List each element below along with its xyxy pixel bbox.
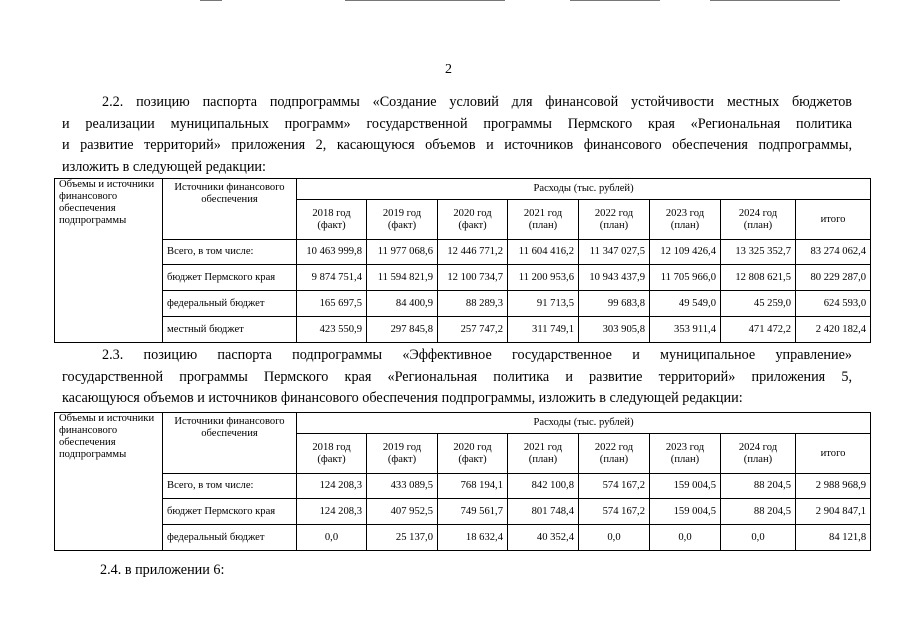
value-cell: 12 808 621,5 (721, 265, 796, 291)
value-cell: 11 977 068,6 (367, 240, 438, 265)
value-cell: 159 004,5 (650, 474, 721, 499)
value-cell: 18 632,4 (438, 525, 508, 551)
value-cell: 11 347 027,5 (579, 240, 650, 265)
table-row (55, 291, 871, 317)
value-cell: 257 747,2 (438, 317, 508, 343)
text-line: 2.3. позицию паспорта подпрограммы «Эффективное государственное и муниципальное управление» (102, 347, 852, 363)
value-cell: 165 697,5 (297, 291, 367, 317)
total-cell: 80 229 287,0 (796, 265, 871, 291)
row-label: бюджет Пермского края (163, 499, 297, 525)
total-header: итого (796, 434, 871, 474)
year-header: 2019 год (факт) (367, 200, 438, 240)
value-cell: 10 943 437,9 (579, 265, 650, 291)
year-header: 2021 год (план) (508, 434, 579, 474)
value-cell: 11 604 416,2 (508, 240, 579, 265)
sources-header: Источники финансового обеспечения (163, 413, 297, 474)
page-number: 2 (445, 62, 452, 77)
financing-table-2-2 (54, 178, 871, 343)
value-cell: 353 911,4 (650, 317, 721, 343)
row-label: федеральный бюджет (163, 291, 297, 317)
year-header: 2023 год (план) (650, 200, 721, 240)
year-header: 2019 год (факт) (367, 434, 438, 474)
value-cell: 0,0 (721, 525, 796, 551)
value-cell: 49 549,0 (650, 291, 721, 317)
row-label: бюджет Пермского края (163, 265, 297, 291)
value-cell: 25 137,0 (367, 525, 438, 551)
value-cell: 297 845,8 (367, 317, 438, 343)
value-cell: 11 200 953,6 (508, 265, 579, 291)
value-cell: 407 952,5 (367, 499, 438, 525)
value-cell: 99 683,8 (579, 291, 650, 317)
value-cell: 0,0 (650, 525, 721, 551)
text-line: касающуюся объемов и источников финансового обеспечения подпрограммы, изложить в следующей редакции: (62, 390, 743, 406)
section-2-2-text (62, 92, 852, 178)
year-header: 2022 год (план) (579, 434, 650, 474)
table-row (55, 317, 871, 343)
total-cell: 84 121,8 (796, 525, 871, 551)
total-header: итого (796, 200, 871, 240)
total-cell: 624 593,0 (796, 291, 871, 317)
value-cell: 574 167,2 (579, 474, 650, 499)
value-cell: 124 208,3 (297, 474, 367, 499)
value-cell: 45 259,0 (721, 291, 796, 317)
expenses-header: Расходы (тыс. рублей) (297, 413, 871, 434)
text-line: и развитие территорий» приложения 2, касающуюся объемов и источников финансового обеспечения подпрограммы, (62, 137, 852, 153)
value-cell: 433 089,5 (367, 474, 438, 499)
table-lead-cell: Объемы и источники финансового обеспечения подпрограммы (55, 413, 163, 551)
year-header: 2024 год (план) (721, 200, 796, 240)
sources-header: Источники финансового обеспечения (163, 179, 297, 240)
value-cell: 40 352,4 (508, 525, 579, 551)
value-cell: 0,0 (579, 525, 650, 551)
year-header: 2024 год (план) (721, 434, 796, 474)
value-cell: 11 705 966,0 (650, 265, 721, 291)
total-cell: 83 274 062,4 (796, 240, 871, 265)
table-row (55, 240, 871, 265)
expenses-header: Расходы (тыс. рублей) (297, 179, 871, 200)
value-cell: 84 400,9 (367, 291, 438, 317)
value-cell: 13 325 352,7 (721, 240, 796, 265)
value-cell: 91 713,5 (508, 291, 579, 317)
financing-table-2-3 (54, 412, 871, 551)
year-header: 2022 год (план) (579, 200, 650, 240)
value-cell: 0,0 (297, 525, 367, 551)
value-cell: 12 100 734,7 (438, 265, 508, 291)
value-cell: 801 748,4 (508, 499, 579, 525)
section-2-3-text (62, 345, 852, 410)
value-cell: 88 204,5 (721, 474, 796, 499)
year-header: 2021 год (план) (508, 200, 579, 240)
year-header: 2018 год (факт) (297, 434, 367, 474)
year-header: 2023 год (план) (650, 434, 721, 474)
section-2-4-text: 2.4. в приложении 6: (100, 562, 225, 578)
row-label: Всего, в том числе: (163, 474, 297, 499)
table-row (55, 525, 871, 551)
row-label: Всего, в том числе: (163, 240, 297, 265)
value-cell: 471 472,2 (721, 317, 796, 343)
value-cell: 9 874 751,4 (297, 265, 367, 291)
total-cell: 2 988 968,9 (796, 474, 871, 499)
year-header: 2020 год (факт) (438, 200, 508, 240)
value-cell: 423 550,9 (297, 317, 367, 343)
table-lead-cell: Объемы и источники финансового обеспечения подпрограммы (55, 179, 163, 343)
table-row (55, 265, 871, 291)
row-label: федеральный бюджет (163, 525, 297, 551)
value-cell: 12 109 426,4 (650, 240, 721, 265)
value-cell: 768 194,1 (438, 474, 508, 499)
text-line: и реализации муниципальных программ» государственной программы Пермского края «Региональная политика (62, 115, 852, 132)
year-header: 2018 год (факт) (297, 200, 367, 240)
total-cell: 2 904 847,1 (796, 499, 871, 525)
text-line: государственной программы Пермского края «Региональная политика и развитие территорий» приложения 5, (62, 368, 852, 385)
value-cell: 749 561,7 (438, 499, 508, 525)
total-cell: 2 420 182,4 (796, 317, 871, 343)
value-cell: 12 446 771,2 (438, 240, 508, 265)
row-label: местный бюджет (163, 317, 297, 343)
value-cell: 574 167,2 (579, 499, 650, 525)
text-line: изложить в следующей редакции: (62, 158, 266, 175)
value-cell: 124 208,3 (297, 499, 367, 525)
value-cell: 303 905,8 (579, 317, 650, 343)
value-cell: 159 004,5 (650, 499, 721, 525)
value-cell: 842 100,8 (508, 474, 579, 499)
table-row (55, 474, 871, 499)
value-cell: 311 749,1 (508, 317, 579, 343)
value-cell: 88 289,3 (438, 291, 508, 317)
year-header: 2020 год (факт) (438, 434, 508, 474)
value-cell: 88 204,5 (721, 499, 796, 525)
text-line: 2.2. позицию паспорта подпрограммы «Создание условий для финансовой устойчивости местных бюджетов (102, 94, 852, 110)
value-cell: 10 463 999,8 (297, 240, 367, 265)
table-row (55, 499, 871, 525)
scan-top-edge (0, 0, 905, 2)
value-cell: 11 594 821,9 (367, 265, 438, 291)
